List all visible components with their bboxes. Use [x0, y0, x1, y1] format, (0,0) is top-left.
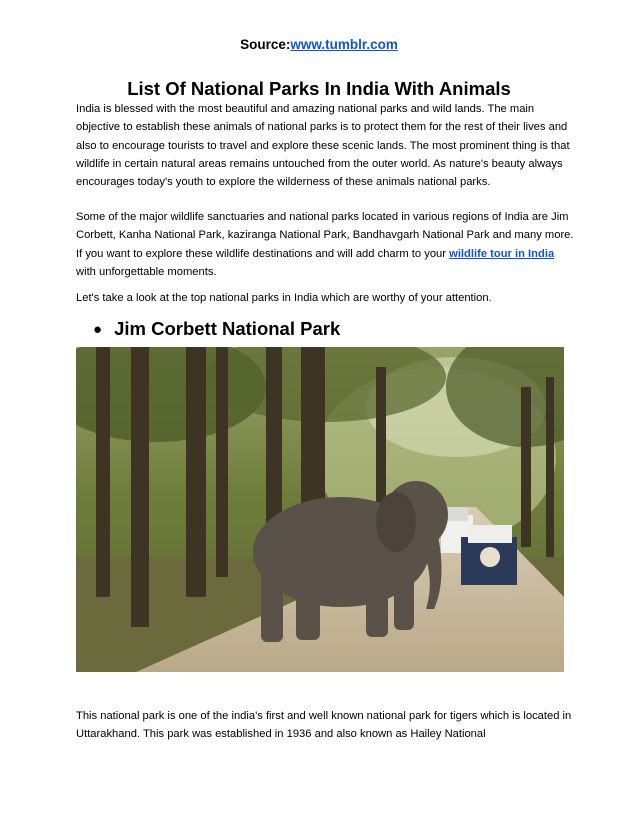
lead-in-paragraph: Let's take a look at the top national parks in India which are worthy of your attention.: [76, 292, 492, 304]
description-paragraph: This national park is one of the india's first and well known national park for tigers which is located in Uttarakhand. This park was established in 1936 and also known as Hailey National: [76, 710, 572, 741]
page-title: List Of National Parks In India With Animals: [127, 78, 511, 99]
source-line: [0, 37, 638, 52]
sanctuaries-paragraph: [76, 208, 576, 281]
source-label: Source:: [240, 37, 291, 52]
source-link[interactable]: www.tumblr.com: [290, 37, 398, 52]
elephant-forest-photo: [76, 347, 564, 672]
bullet-icon: ●: [93, 320, 103, 338]
wildlife-tour-link[interactable]: wildlife tour in India: [449, 247, 555, 260]
section-heading: [93, 318, 340, 340]
sanctuaries-text-end: with unforgettable moments.: [76, 265, 217, 278]
sanctuaries-text: Some of the major wildlife sanctuaries and national parks located in various regions of India are Jim Corbett, Kanha National Park, kaziranga National Park, Bandhavgarh National Park and many more. If you want to explore these wildlife destinations and will add charm to your: [76, 211, 574, 260]
intro-paragraph: India is blessed with the most beautiful and amazing national parks and wild lands. The main objective to establish these animals of national parks is to protect them for the rest of their lives and also to encourage tourists to travel and explore these scenic lands. The most prominent thing is that wildlife in certain natural areas remains untouched from the outer world. As nature's beauty always encourages today's youth to explore the wilderness of these animals national parks.: [76, 103, 570, 189]
section-heading-text: Jim Corbett National Park: [114, 318, 341, 339]
